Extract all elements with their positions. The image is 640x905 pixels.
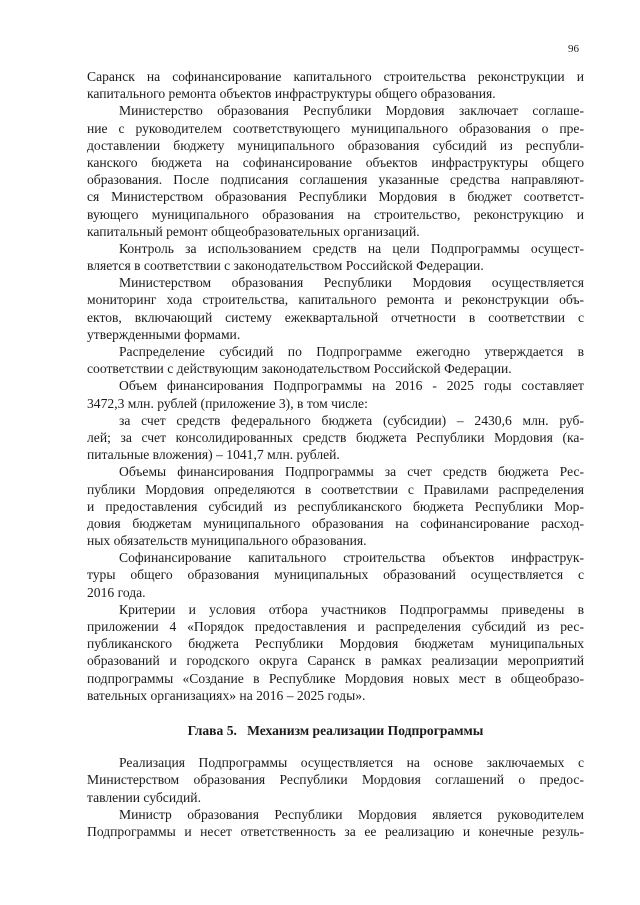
text-line: публиканского бюджета Республики Мордовия бюджетам муниципальных <box>87 636 584 652</box>
text-line: довия бюджетам муниципального образования на софинансирование расход- <box>87 515 584 531</box>
text-line: 3472,3 млн. рублей (приложение 3), в том числе: <box>87 395 368 411</box>
text-line: Объем финансирования Подпрограммы на 2016 - 2025 годы составляет <box>119 378 584 394</box>
text-line: Саранск на софинансирование капитального строительства реконструкции и <box>87 69 584 84</box>
text-line: капитальный ремонт общеобразовательных организаций. <box>87 223 420 239</box>
text-line: утвержденными формами. <box>87 326 241 342</box>
text-line: вательных организациях» на 2016 – 2025 годы». <box>87 687 366 703</box>
paragraph <box>87 806 584 840</box>
paragraph <box>87 343 584 377</box>
text-line: Объемы финансирования Подпрограммы за счет средств бюджета Рес- <box>119 464 584 480</box>
text-line: соответствии с действующим законодательством Российской Федерации. <box>87 361 512 377</box>
text-line: Министр образования Республики Мордовия является руководителем <box>119 806 584 822</box>
text-line: питальные вложения) – 1041,7 млн. рублей. <box>87 447 340 463</box>
spacer <box>87 739 584 754</box>
text-line: ных обязательств муниципального образования. <box>87 533 367 549</box>
spacer <box>87 704 584 722</box>
text-line: образования. После подписания соглашения указанные средства направляют- <box>87 172 584 188</box>
paragraph <box>87 377 584 411</box>
text-line: Министерство образования Республики Мордовия заключает соглаше- <box>119 103 584 119</box>
paragraph <box>87 549 584 601</box>
text-line: Реализация Подпрограммы осуществляется на основе заключаемых с <box>119 755 584 771</box>
text-line: вующего муниципального образования на строительство, реконструкцию и <box>87 206 584 222</box>
text-line: тавлении субсидий. <box>87 789 201 805</box>
text-line: образований и городского округа Саранск в рамках реализации мероприятий <box>87 653 584 669</box>
text-line: Контроль за использованием средств на цели Подпрограммы осущест- <box>119 240 584 256</box>
chapter-heading: Глава 5. Механизм реализации Подпрограммы <box>187 722 484 738</box>
text-line: и предоставления субсидий из республиканского бюджета Республики Мор- <box>87 498 584 514</box>
text-line: мониторинг хода строительства, капитального ремонта и реконструкции объ- <box>87 292 584 308</box>
text-line: туры общего образования муниципальных образований осуществляется с <box>87 567 584 583</box>
paragraph <box>87 240 584 274</box>
paragraph <box>87 102 584 240</box>
text-line: Министерством образования Республики Мордовия осуществляется <box>119 275 584 291</box>
text-line: публики Мордовия определяются в соответствии с Правилами распределения <box>87 481 584 497</box>
text-line: лей; за счет консолидированных средств бюджета Республики Мордовия (ка- <box>87 429 584 445</box>
text-line: капитального ремонта объектов инфраструктуры общего образования. <box>87 86 496 102</box>
text-line: Критерии и условия отбора участников Подпрограммы приведены в <box>119 601 584 617</box>
paragraph <box>87 274 584 343</box>
text-line: ние с руководителем соответствующего муниципального образования о пре- <box>87 120 584 136</box>
text-line: ектов, включающий систему ежеквартальной отчетности в соответствии с <box>87 309 584 325</box>
text-line: доставлении бюджету муниципального образования субсидий из республи- <box>87 137 584 153</box>
paragraph <box>87 754 584 806</box>
text-line: вляется в соответствии с законодательством Российской Федерации. <box>87 258 484 274</box>
paragraph <box>87 601 584 704</box>
text-line: канского бюджета на софинансирование объектов инфраструктуры общего <box>87 154 584 170</box>
text-line: ся Министерством образования Республики Мордовия в бюджет соответст- <box>87 189 584 205</box>
text-line: Министерством образования Республики Мордовия соглашений о предос- <box>87 772 584 788</box>
text-line: Софинансирование капитального строительства объектов инфраструк- <box>119 550 584 566</box>
document-body <box>87 68 584 840</box>
text-line: 2016 года. <box>87 584 146 600</box>
paragraph <box>87 463 584 549</box>
page-number: 96 <box>568 43 579 55</box>
text-line: Подпрограммы и несет ответственность за ее реализацию и конечные резуль- <box>87 823 584 839</box>
text-line: подпрограммы «Создание в Республике Мордовия новых мест в общеобразо- <box>87 670 584 686</box>
text-line: Распределение субсидий по Подпрограмме ежегодно утверждается в <box>119 344 584 359</box>
paragraph <box>87 68 584 102</box>
text-line: за счет средств федерального бюджета (субсидии) – 2430,6 млн. руб- <box>119 412 584 428</box>
text-line: приложении 4 «Порядок предоставления и распределения субсидий из рес- <box>87 619 584 634</box>
paragraph <box>87 412 584 464</box>
